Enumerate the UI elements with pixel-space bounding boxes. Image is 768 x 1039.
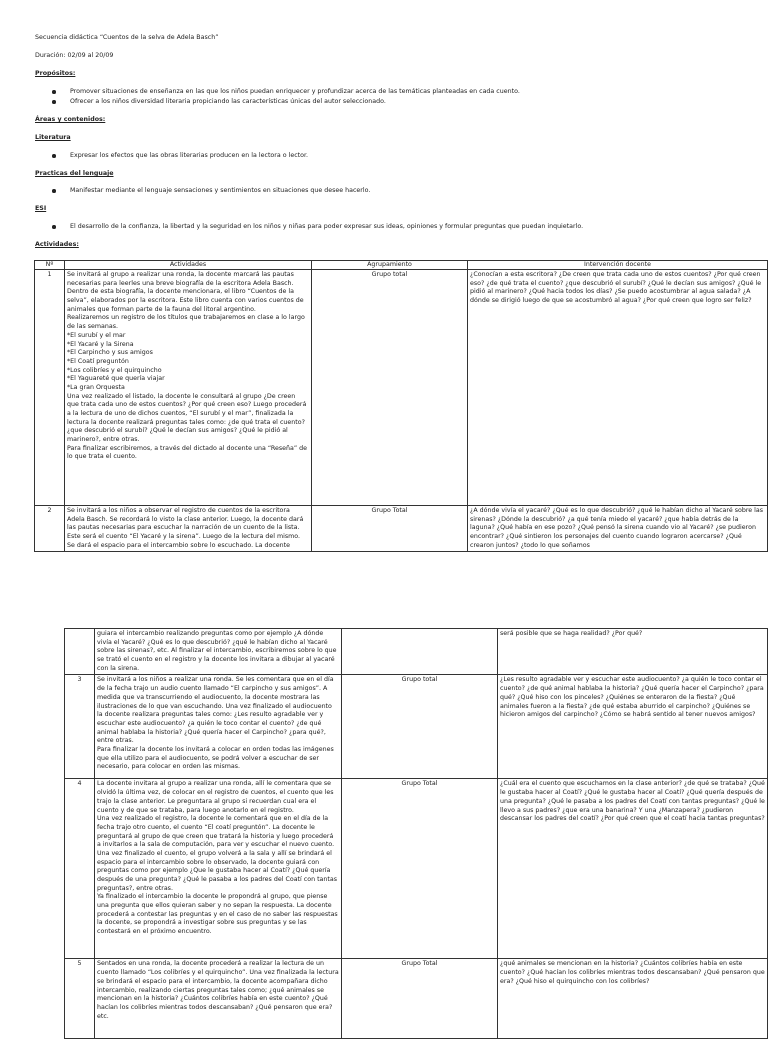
duration-line: Duración: 02/09 al 20/09 <box>35 52 114 59</box>
activity-cell: Sentados en una ronda, la docente procederá a realizar la lectura de un cuento llamado “Los colibríes y el quirquincho”. Una vez finalizada la lectura se brindará el espacio para el intercambio, la docente acompañara dicho intercambio, realizando ciertas preguntas tales como; ¿qué animales se mencionan en la historia? ¿Cuántos colibríes había en este cuento? ¿Qué hacían los colibríes mientras todos descansaban? ¿Qué pensaron que era? etc. <box>95 959 342 1039</box>
areas-heading: Áreas y contenidos: <box>35 116 106 123</box>
actividades-heading: Actividades: <box>35 241 79 248</box>
activities-table-continued <box>64 628 768 1039</box>
header-num: Nº <box>35 261 65 270</box>
propositos-list <box>35 87 725 107</box>
intervention-cell: ¿qué animales se mencionan en la historia? ¿Cuántos colibríes había en este cuento? ¿Qué hacían los colibríes mientras todos descansaban? ¿Qué pensaron que era? ¿Qué hiso el quirquincho con los colibríes? <box>498 959 768 1039</box>
header-agrupamiento: Agrupamiento <box>312 261 468 270</box>
document-page-2 <box>0 592 768 1024</box>
list-item: Promover situaciones de enseñanza en las que los niños puedan enriquecer y profundizar acerca de las temáticas planteadas en cada cuento. <box>35 87 725 97</box>
row-number <box>65 629 95 675</box>
list-item: Manifestar mediante el lenguaje sensaciones y sentimientos en situaciones que desee hacerlo. <box>35 186 725 196</box>
propositos-heading: Propósitos: <box>35 70 76 77</box>
grouping-cell: Grupo Total <box>312 506 468 552</box>
table-row <box>65 959 768 1039</box>
header-intervencion: Intervención docente <box>468 261 768 270</box>
list-item: El desarrollo de la confianza, la libertad y la seguridad en los niños y niñas para poder expresar sus ideas, opiniones y formular preguntas que puedan inquietarlo. <box>35 222 725 232</box>
literatura-list <box>35 151 725 161</box>
table-row <box>65 675 768 779</box>
grouping-cell <box>342 629 498 675</box>
table-header-row <box>35 261 768 270</box>
row-number: 2 <box>35 506 65 552</box>
table-row <box>65 629 768 675</box>
row-number: 5 <box>65 959 95 1039</box>
practicas-list <box>35 186 725 196</box>
intervention-cell: ¿Les resulto agradable ver y escuchar este audiocuento? ¿a quién le toco contar el cuento? ¿de qué animal hablaba la historia? ¿Qué quería hacer el Carpincho? ¿para qué? ¿Qué hiso con los pinceles? ¿Quiénes se enteraron de la fiesta? ¿Qué animales fueron a la fiesta? ¿de qué estaba aburrido el carpincho? ¿Quiénes se hicieron amigos del carpincho? ¿Cómo se habrá sentido al tener nuevos amigos? <box>498 675 768 779</box>
table-row <box>35 270 768 506</box>
row-number: 4 <box>65 779 95 959</box>
activity-cell: guiara el intercambio realizando preguntas como por ejemplo ¿A dónde vivía el Yacaré? ¿Qué es lo que descubrió? ¿qué le habían dicho al Yacaré sobre las sirenas?, etc. Al finalizar el intercambio, escribiremos sobre lo que se trató el cuento en el registro y la docente los invitara a dibujar al yacaré con la sirena. <box>95 629 342 675</box>
literatura-heading: Literatura <box>35 134 71 141</box>
esi-list <box>35 222 725 232</box>
grouping-cell: Grupo Total <box>342 779 498 959</box>
activity-cell: Se invitará a los niños a realizar una ronda. Se les comentara que en el día de la fecha trajo un audio cuento llamado “El carpincho y sus amigos”. A medida que va transcurriendo el audiocuento, la docente mostrara las ilustraciones de lo que van escuchando. Una vez finalizado el audiocuento la docente realizara preguntas tales como: ¿Les resulto agradable ver y escuchar este audiocuento? ¿a quién le toco contar el cuento? ¿de qué animal hablaba la historia? ¿Qué quería hacer el Carpincho? ¿para qué?, entre otras. Para finalizar la docente los invitará a colocar en orden todas las imágenes que ella utilizo para el audiocuento, se podrá volver a escuchar de ser necesario, para colocar en orden las mismas. <box>95 675 342 779</box>
grouping-cell: Grupo Total <box>342 959 498 1039</box>
grouping-cell: Grupo total <box>312 270 468 506</box>
intervention-cell: será posible que se haga realidad? ¿Por qué? <box>498 629 768 675</box>
activity-cell: Se invitará a los niños a observar el registro de cuentos de la escritora Adela Basch. Se recordará lo visto la clase anterior. Luego, la docente dará las pautas necesarias para escuchar la narración de un cuento de la lista. Este será el cuento “El Yacaré y la sirena”. Luego de la lectura del mismo. Se dará el espacio para el intercambio sobre lo escuchado. La docente <box>65 506 312 552</box>
table-row <box>65 779 768 959</box>
header-actividades: Actividades <box>65 261 312 270</box>
activity-cell: La docente invitara al grupo a realizar una ronda, allí le comentara que se olvidó la última vez, de colocar en el registro de cuentos, el cuento que les trajo la clase anterior. Le preguntara al grupo si recuerdan cual era el cuento y de que se trataba, para luego anotarlo en el registro. Una vez realizado el registro, la docente le comentará que en el día de la fecha trajo otro cuento, el cuento “El coatí preguntón”. La docente le preguntará al grupo de que creen que tratará la historia y luego procederá a invitarlos a la sala de computación, para ver y escuchar el nuevo cuento. Una vez finalizado el cuento, el grupo volverá a la sala y allí se brindará el espacio para el intercambio sobre lo observado, la docente guiará con preguntas como por ejemplo ¿Que le gustaba hacer al Coatí? ¿Qué quería después de una pregunta? ¿Qué le pasaba a los padres del Coatí con tantas preguntas?, entre otras. Ya finalizado el intercambio la docente le propondrá al grupo, que piense una pregunta que ellos quieran saber y no sepan la respuesta. La docente procederá a contestar las preguntas y en el caso de no saber las respuestas la docente, se propondrá a investigar sobre sus preguntas y se las contestará en el próximo encuentro. <box>95 779 342 959</box>
intervention-cell: ¿Cuál era el cuento que escuchamos en la clase anterior? ¿de qué se trataba? ¿Qué le gustaba hacer al Coatí? ¿Qué le gustaba hacer al Coatí? ¿Qué quería después de una pregunta? ¿Qué le pasaba a los padres del Coatí con tantas preguntas? ¿Qué le llevo a sus padres? ¿que era una banarina? Y una ¿Manzapera? ¿pudieron descansar los padres del coatí? ¿Por qué creen que el coatí hacia tantas preguntas? <box>498 779 768 959</box>
intervention-cell: ¿Conocían a esta escritora? ¿De creen que trata cada uno de estos cuentos? ¿Por qué creen eso? ¿de qué trata el cuento? ¿que descubrió el surubí? ¿Qué le decían sus amigos? ¿Qué le pidió al marinero? ¿Qué hacia todos los días? ¿Se puedo acostumbrar al agua salada? ¿A dónde se dirigió luego de que se acostumbró al agua? ¿Por qué creen que logro ser feliz? <box>468 270 768 506</box>
activity-cell: Se invitará al grupo a realizar una ronda, la docente marcará las pautas necesarias para leerles una breve biografía de la escritora Adela Basch. Dentro de esta biografía, la docente mencionara, el libro “Cuentos de la selva”, elaborados por la escritora. Este libro cuenta con varios cuentos de animales que forman parte de la fauna del litoral argentino. Realizaremos un registro de los títulos que trabajaremos en clase a lo largo de las semanas. *El surubí y el mar *El Yacaré y la Sirena *El Carpincho y sus amigos *El Coatí preguntón *Los colibríes y el quirquincho *El Yaguareté que quería viajar *La gran Orquesta Una vez realizado el listado, la docente le consultará al grupo ¿De creen que trata cada uno de estos cuentos? ¿Por qué creen eso? Luego procederá a la lectura de uno de dichos cuentos, “El surubí y el mar”, finalizada la lectura la docente realizará preguntas tales como: ¿de qué trata el cuento? ¿que descubrió el surubí? ¿Qué le decían sus amigos? ¿Qué le pidió al marinero?, entre otras. Para finalizar escribiremos, a través del dictado al docente una “Reseña” de lo que trata el cuento. <box>65 270 312 506</box>
practicas-heading: Practicas del lenguaje <box>35 170 114 177</box>
activities-table <box>34 260 768 552</box>
list-item: Ofrecer a los niños diversidad literaria propiciando las características únicas del autor seleccionado. <box>35 97 725 107</box>
esi-heading: ESI <box>35 205 47 212</box>
list-item: Expresar los efectos que las obras literarias producen en la lectora o lector. <box>35 151 725 161</box>
table-row <box>35 506 768 552</box>
document-title: Secuencia didáctica “Cuentos de la selva de Adela Basch” <box>35 34 219 41</box>
grouping-cell: Grupo total <box>342 675 498 779</box>
row-number: 1 <box>35 270 65 506</box>
intervention-cell: ¿A dónde vivía el yacaré? ¿Qué es lo que descubrió? ¿qué le habían dicho al Yacaré sobre las sirenas? ¿Dónde la descubrió? ¿a qué tenía miedo el yacaré? ¿que había detrás de la laguna? ¿Qué había en ese pozo? ¿Qué pensó la sirena cuando vio al Yacaré? ¿se pudieron encontrar? ¿Qué sintieron los personajes del cuento cuando lograron acercarse? ¿Qué crearon juntos? ¿todo lo que soñamos <box>468 506 768 552</box>
row-number: 3 <box>65 675 95 779</box>
